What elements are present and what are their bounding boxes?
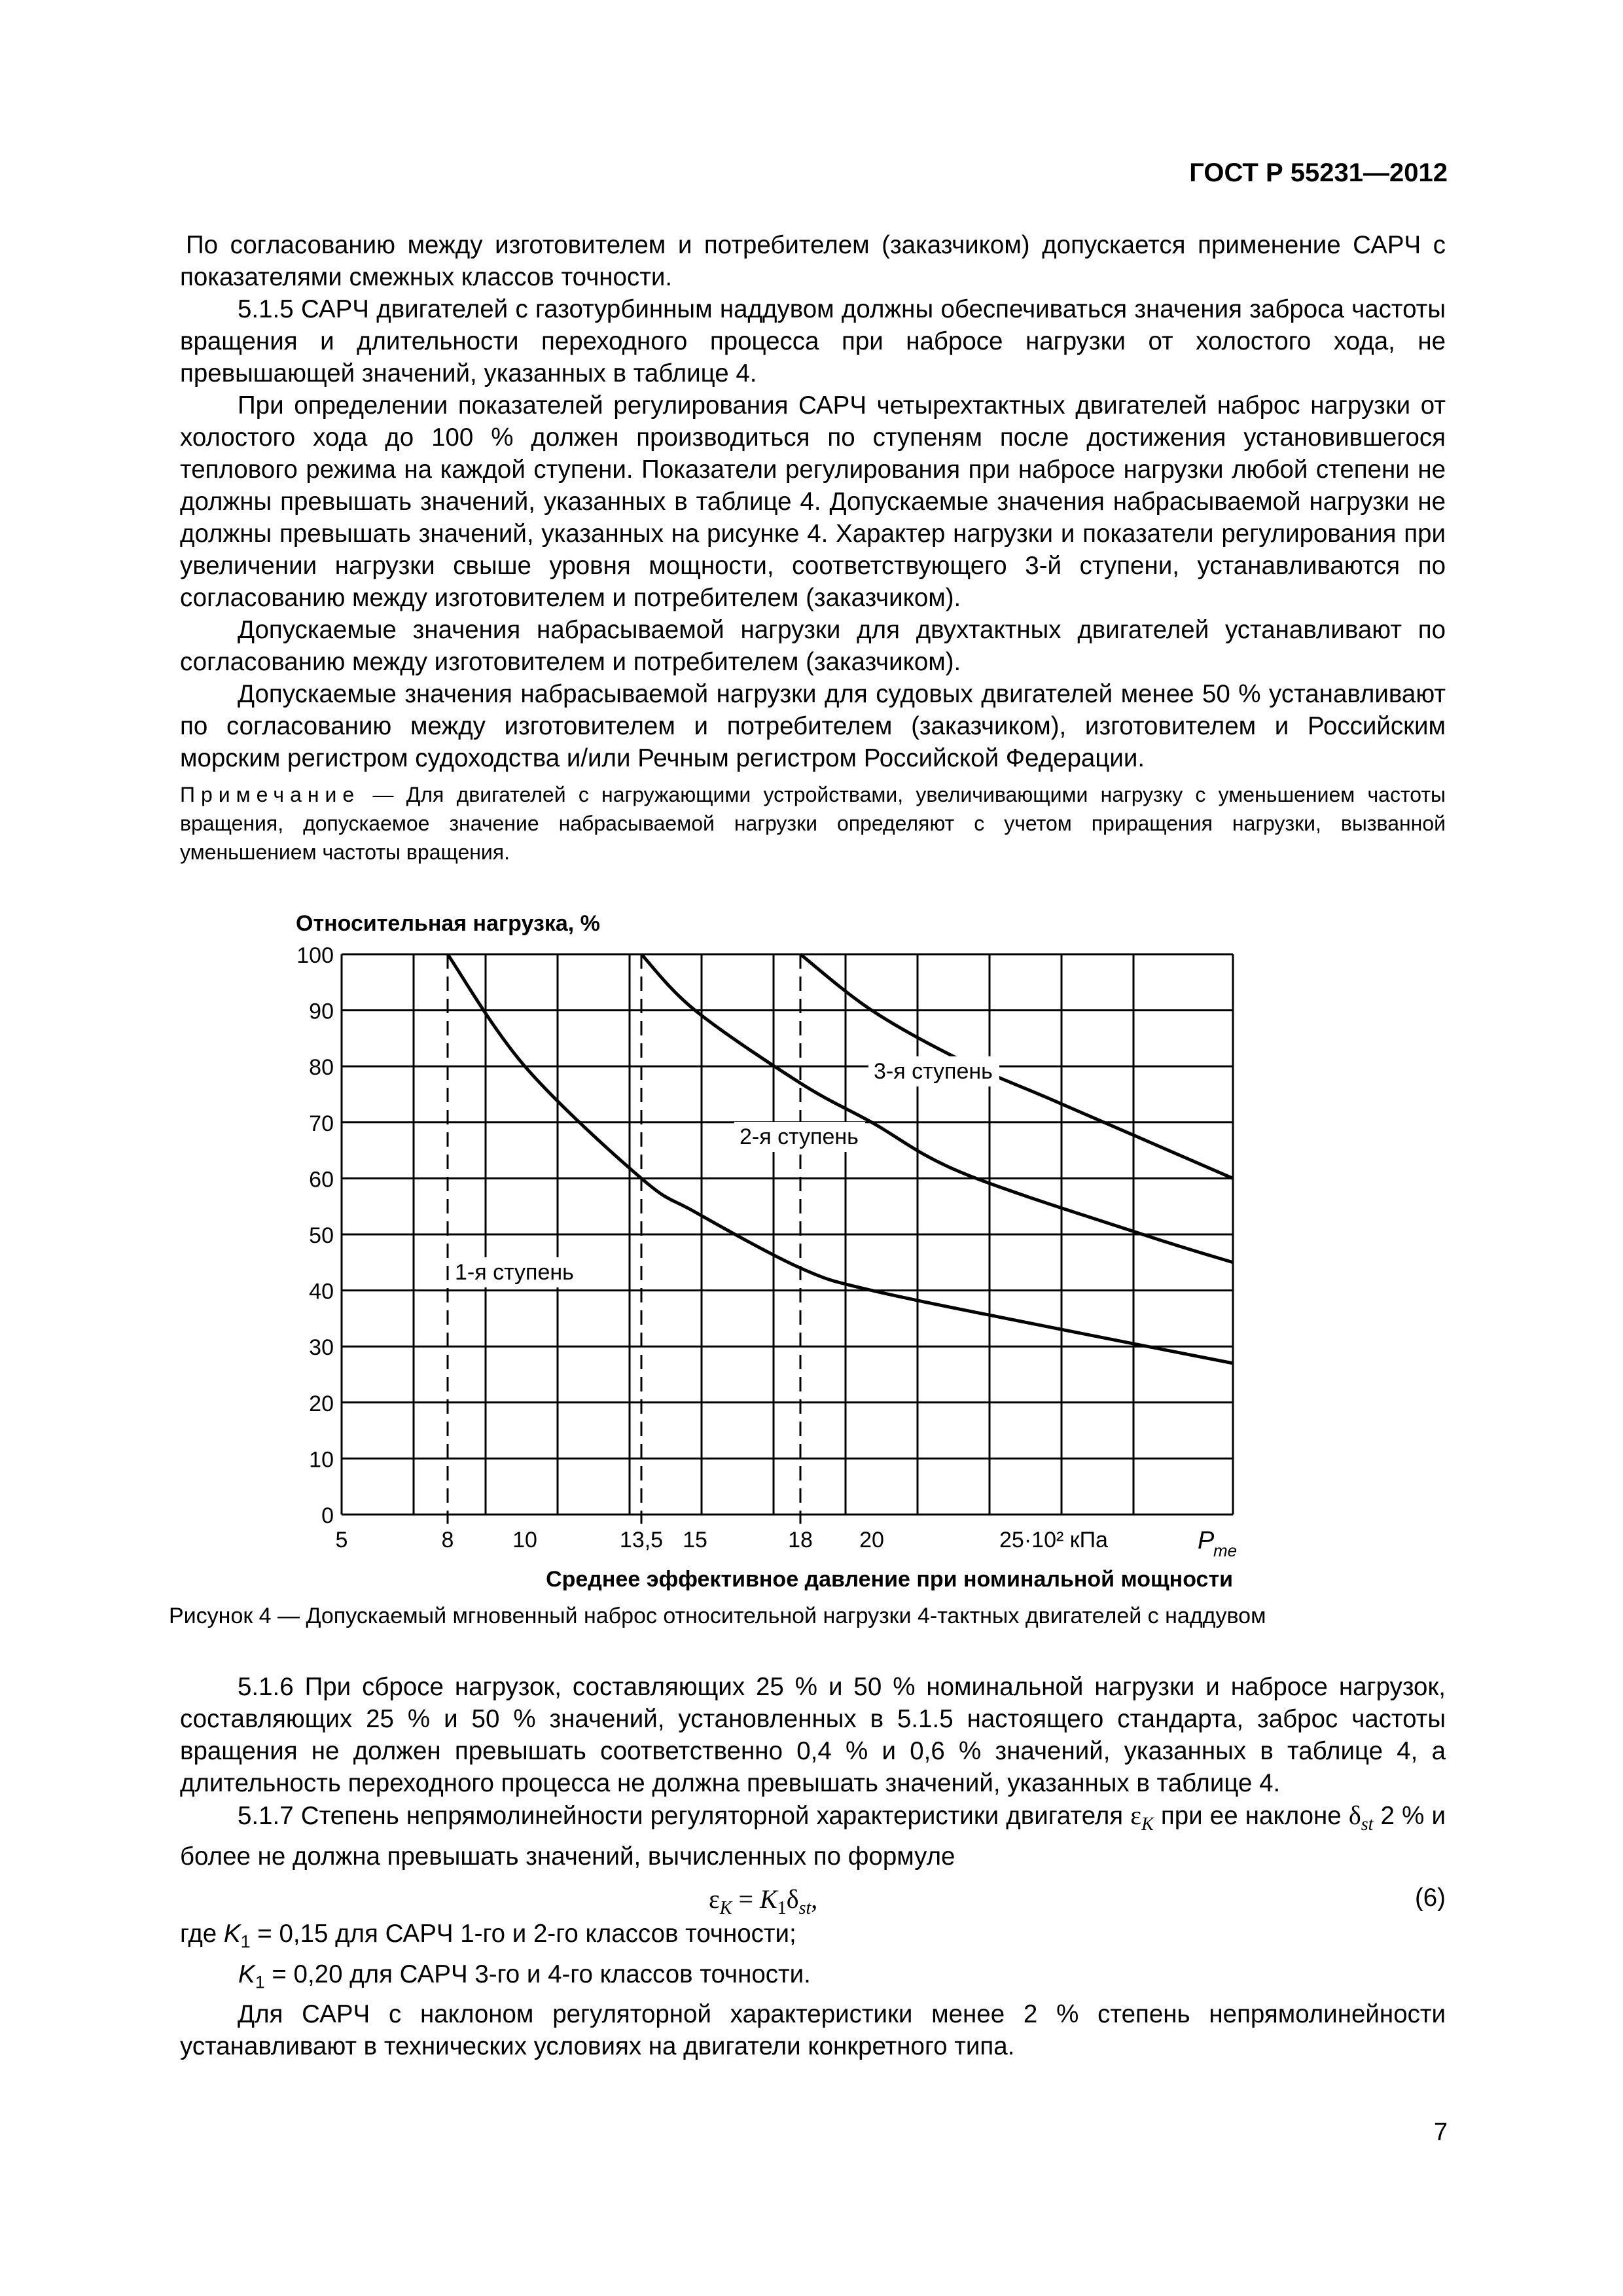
epsilon-k-symbol: $\varepsilon_K$	[1130, 1801, 1154, 1835]
text-block-2	[180, 1671, 1446, 1873]
y-tick-label: 30	[309, 1335, 334, 1361]
x-axis-symbol-subscript: me	[1213, 1541, 1238, 1560]
formula-number: (6)	[1414, 1884, 1446, 1912]
paragraph: Допускаемые значения набрасываемой нагрузки для судовых двигателей менее 50 % устанавливают по согласованию между изготовителем и потребителем (заказчиком), изготовителем и Российским морским регистром судоходства и/или Речным регистром Российской Федерации.	[180, 680, 1446, 772]
series-label: 1-я ступень	[455, 1260, 574, 1285]
y-tick-label: 80	[309, 1055, 334, 1081]
x-tick-label: 15	[683, 1528, 707, 1552]
k1-value-2: = 0,20 для САРЧ 3-го и 4-го классов точности.	[272, 1960, 811, 1988]
paragraph: При определении показателей регулирования САРЧ четырехтактных двигателей наброс нагрузки от холостого хода до 100 % должен производиться по ступеням после достижения установившегося теплового режима на каждой ступени. Показатели регулирования при набросе нагрузки любой степени не должны превышать значений, указанных в таблице 4. Допускаемые значения набрасываемой нагрузки не должны превышать значений, указанных на рисунке 4. Характер нагрузки и показатели регулирования при увеличении нагрузки свыше уровня мощности, соответствующего 3-й ступени, устанавливаются по согласованию между изготовителем и потребителем (заказчиком).	[180, 391, 1446, 612]
curve-step-1	[448, 954, 1233, 1363]
figure-4-chart	[294, 897, 1315, 1590]
y-tick-label: 50	[309, 1223, 334, 1248]
note-label: Примечание	[180, 783, 361, 806]
x-tick-label: 8	[441, 1528, 454, 1552]
y-tick-label: 70	[309, 1111, 334, 1136]
paragraph-last: Для САРЧ с наклоном регуляторной характеристики менее 2 % степень непрямолинейности устанавливают в технических условиях на двигатели конкретного типа.	[180, 2000, 1446, 2061]
text-block-1	[180, 229, 1446, 774]
y-tick-label: 60	[309, 1167, 334, 1193]
x-tick-label: 10	[512, 1528, 537, 1552]
k1-value-1: = 0,15 для САРЧ 1-го и 2-го классов точности;	[257, 1920, 796, 1948]
page-number: 7	[1433, 2119, 1448, 2146]
p517-tail: при ее наклоне	[1160, 1802, 1342, 1830]
paragraph-5-1-6: 5.1.6 При сбросе нагрузок, составляющих 25 % и 50 % номинальной нагрузки и набросе нагрузок, составляющих 25 % и 50 % значений, установленных в 5.1.5 настоящего стандарта, заброс частоты вращения не должен превышать соответственно 0,4 % и 0,6 % значений, указанных в таблице 4, а длительность переходного процесса не должна превышать значений, указанных в таблице 4.	[180, 1673, 1446, 1797]
y-tick-label: 20	[309, 1391, 334, 1416]
formula-expression: $\varepsilon_K = K_1\delta_{st}$,	[709, 1884, 818, 1918]
figure-caption: Рисунок 4 — Допускаемый мгновенный наброс относительной нагрузки 4-тактных двигателей с наддувом	[169, 1604, 1266, 1628]
y-tick-label: 0	[321, 1503, 334, 1528]
x-axis-symbol: P	[1198, 1527, 1215, 1554]
y-tick-label: 90	[309, 999, 334, 1024]
series-label: 3-я ступень	[874, 1059, 993, 1084]
p517-text: 5.1.7 Степень непрямолинейности регуляторной характеристики двигателя	[238, 1802, 1124, 1830]
x-axis-title: Среднее эффективное давление при номинальной мощности	[546, 1567, 1233, 1590]
x-tick-label: 13,5	[619, 1528, 664, 1552]
y-tick-label: 10	[309, 1447, 334, 1473]
delta-st-symbol: $\delta_{st}$	[1348, 1801, 1374, 1835]
series-label: 2-я ступень	[740, 1124, 859, 1149]
y-tick-label: 40	[309, 1279, 334, 1304]
paragraph-5-1-5: 5.1.5 САРЧ двигателей с газотурбинным наддувом должны обеспечиваться значения заброса частоты вращения и длительности переходного процесса при набросе нагрузки от холостого хода, не превышающей значений, указанных в таблице 4.	[180, 295, 1446, 387]
where-word: где	[180, 1920, 217, 1948]
curve-step-2	[641, 954, 1233, 1263]
paragraph: По согласованию между изготовителем и потребителем (заказчиком) допускается применение САРЧ с показателями смежных классов точности.	[180, 231, 1446, 291]
x-tick-label: 20	[859, 1528, 884, 1552]
x-tick-label: 5	[335, 1528, 348, 1552]
x-tick-label: 18	[788, 1528, 813, 1552]
k1-line-1: где $K_1 = 0,15$ для САРЧ 1-го и 2-го классов точности;	[180, 1920, 796, 1952]
text-block-3	[180, 1918, 1446, 2062]
document-header: ГОСТ Р 55231—2012	[1189, 158, 1448, 187]
paragraph: Допускаемые значения набрасываемой нагрузки для двухтактных двигателей устанавливают по согласованию между изготовителем и потребителем (заказчиком).	[180, 616, 1446, 676]
y-axis-title: Относительная нагрузка, %	[296, 911, 600, 936]
note-text: — Для двигателей с нагружающими устройствами, увеличивающими нагрузку с уменьшением частоты вращения, допускаемое значение набрасываемой нагрузки определяют с учетом приращения нагрузки, вызванной уменьшением частоты вращения.	[180, 783, 1446, 864]
x-unit-label: 25·10² кПа	[999, 1528, 1108, 1552]
k1-line-2: $K_1 = 0,20$ для САРЧ 3-го и 4-го классов точности.	[238, 1960, 811, 1992]
y-tick-label: 100	[296, 943, 334, 968]
p517-tail-2: 2 % и более не должна превышать значений, вычисленных по формуле	[180, 1802, 1446, 1871]
paragraph-5-1-7	[180, 1799, 1446, 1873]
note	[180, 780, 1446, 867]
